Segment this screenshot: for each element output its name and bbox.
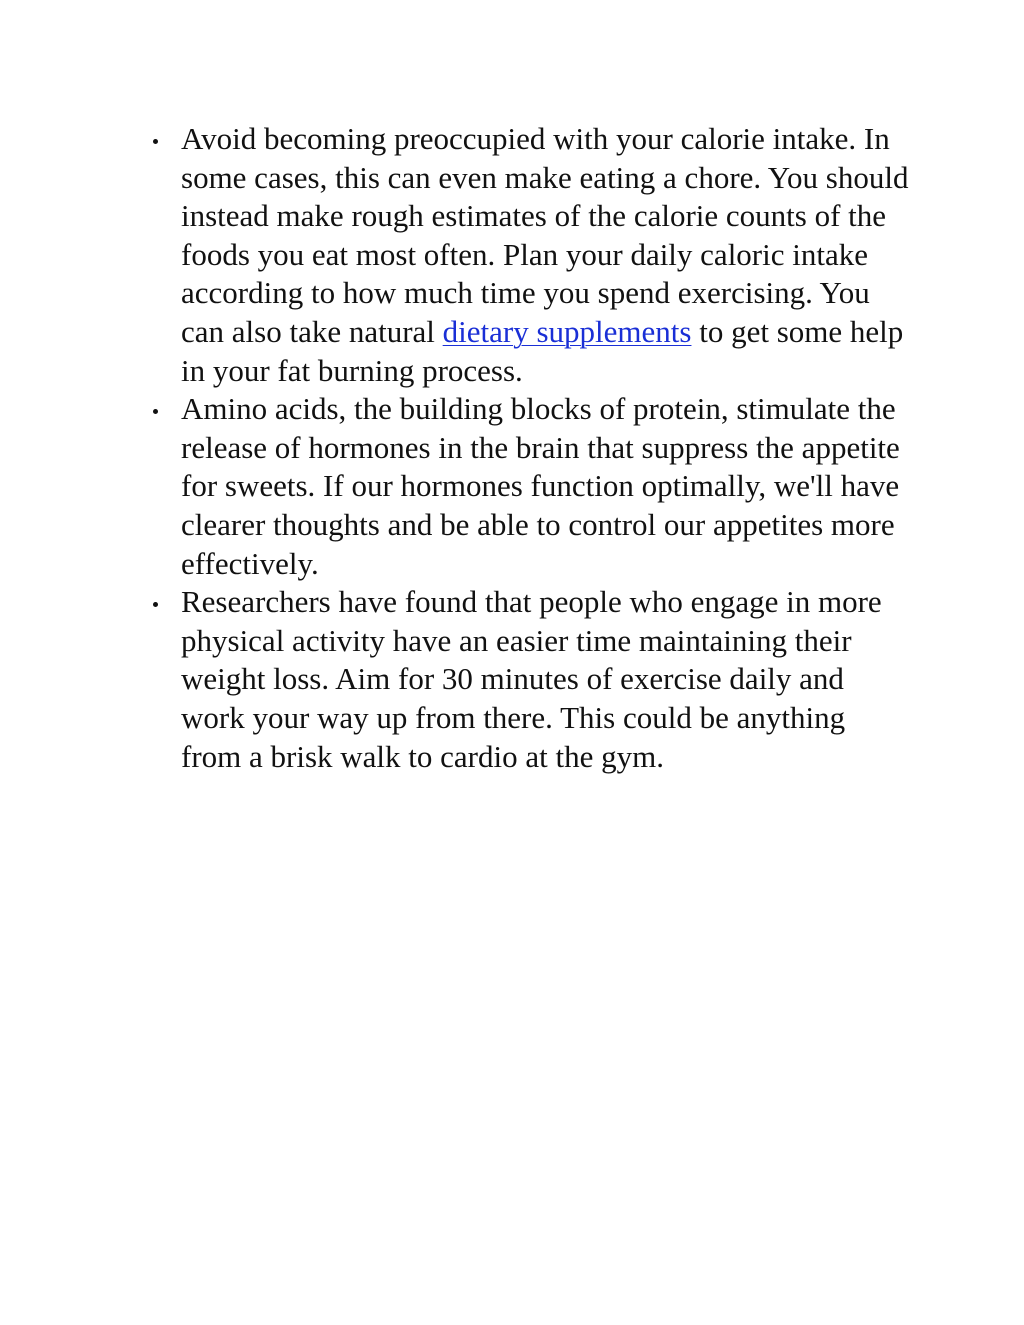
list-item-text: Amino acids, the building blocks of protein, stimulate the release of hormones in the brain that suppress the appetite for sweets. If our hormones function optimally, we'll have clearer thoughts and be able to control our appetites more effectively. [181,391,900,581]
bullet-icon [153,602,158,607]
dietary-supplements-link[interactable]: dietary supplements [442,313,692,349]
bullet-list [140,120,910,776]
bullet-icon [153,409,158,414]
list-item-text [181,120,910,390]
list-item-text-before-link: Avoid becoming preoccupied with your calorie intake. In some cases, this can even make eating a chore. You should instead make rough estimates of the calorie counts of the foods you eat most often. Plan your daily caloric intake according to how much time you spend exercising. You can also take natural [181,121,909,349]
bullet-icon [153,139,158,144]
list-item-text: Researchers have found that people who engage in more physical activity have an easier time maintaining their weight loss. Aim for 30 minutes of exercise daily and work your way up from there. This could be anything from a brisk walk to cardio at the gym. [181,584,882,774]
list-item [140,120,910,390]
list-item-text-after-link: to get some help in your fat burning process. [181,313,904,388]
list-item [140,390,910,583]
list-item [140,583,910,776]
